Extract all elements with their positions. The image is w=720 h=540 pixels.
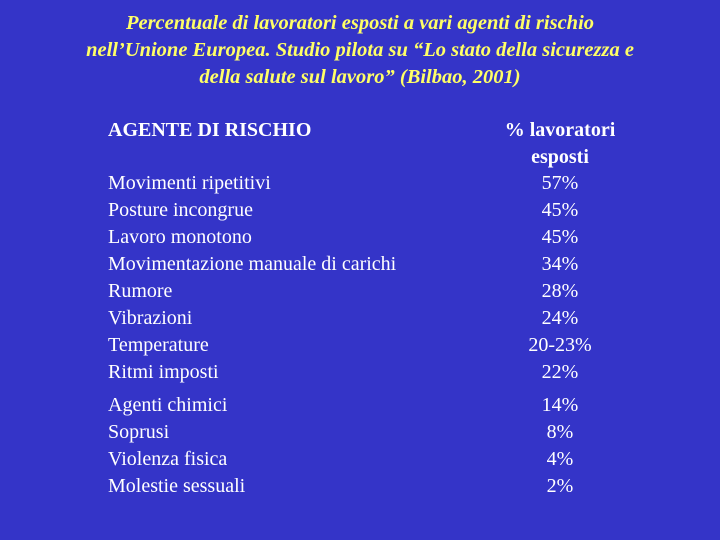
agent-name: Vibrazioni [108,307,193,329]
table-row [0,170,720,197]
agent-name: Rumore [108,280,173,302]
slide-title: Percentuale di lavoratori esposti a vari agenti di rischio nell’Unione Europea. Studio pilota su “Lo stato della sicurezza e della salute sul lavoro” (Bilbao, 2001) [86,12,634,88]
table-row [0,419,720,446]
agent-percent: 57% [541,172,579,194]
table-row [0,305,720,332]
table-row [0,392,720,419]
agent-percent: 8% [546,421,574,443]
agent-percent: 20-23% [528,334,592,356]
agent-name: Molestie sessuali [108,475,246,497]
table-row [0,359,720,386]
table-row [0,473,720,500]
header-agent: AGENTE DI RISCHIO [108,119,312,141]
table-row [0,446,720,473]
agent-percent: 34% [541,253,579,275]
agent-percent: 24% [541,307,579,329]
agent-name: Ritmi imposti [108,361,219,383]
agent-name: Movimentazione manuale di carichi [108,253,397,275]
agent-name: Agenti chimici [108,394,228,416]
agent-name: Violenza fisica [108,448,228,470]
agent-percent: 45% [541,199,579,221]
agent-percent: 14% [541,394,579,416]
agent-percent: 4% [546,448,574,470]
table-row [0,278,720,305]
agent-percent: 45% [541,226,579,248]
agent-name: Soprusi [108,421,170,443]
agent-percent: 22% [541,361,579,383]
header-percent: % lavoratori esposti [504,119,616,168]
agent-name: Temperature [108,334,209,356]
agent-name: Posture incongrue [108,199,253,221]
table-row [0,251,720,278]
agent-percent: 2% [546,475,574,497]
agent-name: Lavoro monotono [108,226,252,248]
table-row [0,332,720,359]
table-row [0,197,720,224]
agent-percent: 28% [541,280,579,302]
agent-name: Movimenti ripetitivi [108,172,271,194]
table-row [0,224,720,251]
